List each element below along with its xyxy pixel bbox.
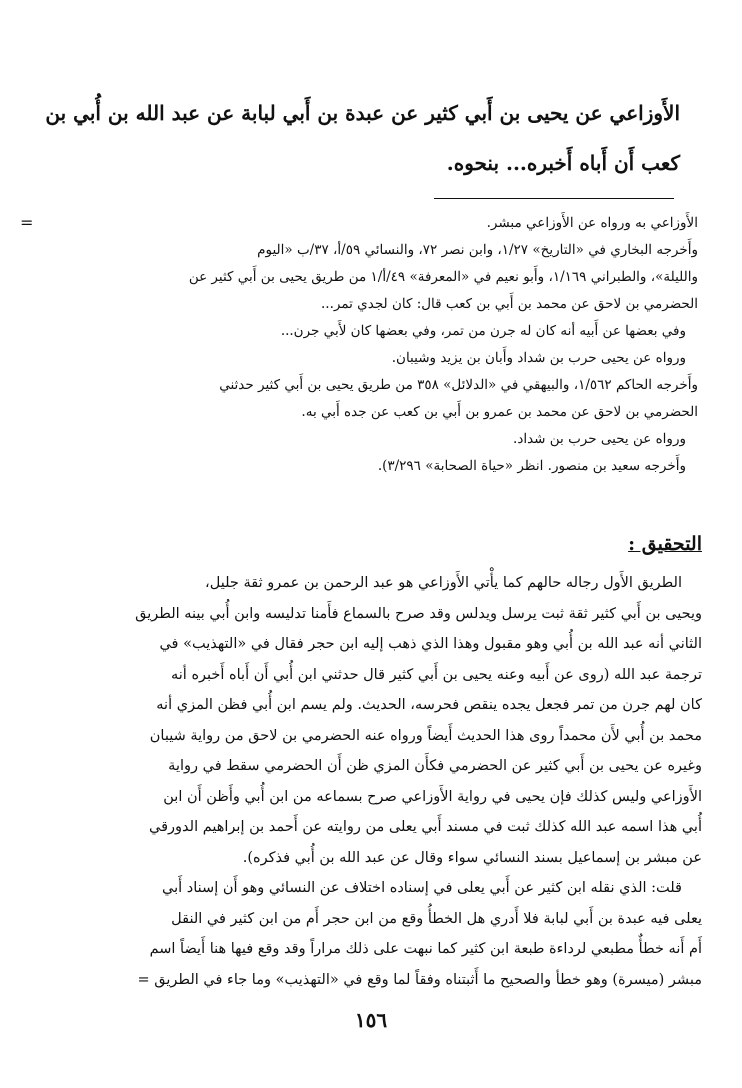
footnote-line: ورواه عن يحيى حرب بن شداد. (513, 431, 686, 447)
main-text-line: الأَوزاعي عن يحيى بن أَبي كثير عن عبدة بن أَبي لبابة عن عبد الله بن أُبي بن (45, 101, 680, 125)
body-line: يعلى فيه عبدة بن أَبي لبابة فلا أَدري هل الخطأُ وقع من ابن حجر أَم من ابن كثير في النقل (171, 910, 702, 927)
body-line: أُبي هذا اسمه عبد الله كذلك ثبت في مسند أَبي يعلى من روايته عن أَحمد بن إبراهيم الدورقي (149, 819, 702, 835)
footnote-line: وفي بعضها عن أَبيه أنه كان له جرن من تمر، وفي بعضها كان لأَبي جرن... (280, 323, 686, 339)
body-line: أَم أَنه خطأٌ مطبعي لرداءة طبعة ابن كثير كما نبهت على ذلك مراراً وقد وقع فيها هنا أَيضاً اسم (149, 941, 702, 957)
page-number: ١٥٦ (354, 1008, 388, 1032)
footnote-line: الأَوزاعي به ورواه عن الأَوزاعي مبشر. (486, 215, 698, 231)
footnote-continuation-mark: = (20, 213, 34, 232)
body-line: عن مبشر بن إسماعيل بسند النسائي سواء وقال عن عبد الله بن أُبي فذكره). (242, 849, 702, 866)
body-line: الثاني أنه عبد الله بن أُبي وهو مقبول وهذا الذي ذهب إليه ابن حجر فقال في «التهذيب» في (159, 636, 702, 652)
section-heading: التحقيق : (628, 533, 702, 555)
body-line: الأَوزاعي وليس كذلك فإن يحيى في رواية الأَوزاعي صرح بسماعه من ابن أُبي وأَظن أَن ابن (163, 788, 702, 805)
body-line: قلت: الذي نقله ابن كثير عن أَبي يعلى في إسناده اختلاف عن النسائي وهو أَن إسناد أَبي (162, 880, 682, 896)
footnote-line: الحضرمي بن لاحق عن محمد بن عمرو بن أَبي بن كعب عن جده أَبي به. (301, 404, 698, 420)
footnotes (50, 210, 698, 480)
body-line: ترجمة عبد الله (روى عن أَبيه وعنه يحيى بن أَبي كثير قال حدثني ابن أُبي أَن أَباه أَخبره أنه (171, 666, 702, 683)
body-line: ويحيى بن أَبي كثير ثقة ثبت يرسل ويدلس وقد صرح بالسماع فأَمنا تدليسه وابن أُبي بينه الطريق (135, 605, 702, 622)
body-line: محمد بن أُبي لأَن محمداً روى هذا الحديث أَيضاً ورواه عنه الحضرمي بن لاحق من رواية شيبان (149, 727, 702, 744)
footnote-line: الحضرمي بن لاحق عن محمد بن أَبي بن كعب قال: كان لجدي تمر... (321, 296, 698, 312)
footnote-separator (434, 198, 674, 199)
footnote-line: وأَخرجه الحاكم ١/٥٦٢، والبيهقي في «الدلائل» ٣٥٨ من طريق يحيى بن أَبي كثير حدثني (219, 377, 698, 393)
footnote-line: ورواه عن يحيى حرب بن شداد وأَبان بن يزيد وشيبان. (391, 350, 686, 366)
footnote-line: وأَخرجه البخاري في «التاريخ» ١/٢٧، وابن نصر ٧٢، والنسائي ٥٩/أ، ٣٧/ب «اليوم (257, 242, 698, 258)
body-line: وغيره عن يحيى بن أَبي كثير عن الحضرمي فكأَن المزي ظن أَن الحضرمي سقط في رواية (168, 758, 702, 774)
body-line: كان لهم جرن من تمر فجعل يجده ينقص فحرسه، الحديث. ولم يسم ابن أُبي فظن المزي أنه (156, 697, 702, 713)
footnote-line: والليلة»، والطبراني ١/١٦٩، وأَبو نعيم في «المعرفة» ٤٩/أ/١ من طريق يحيى بن أَبي كثير عن (188, 269, 698, 285)
main-text-line: كعب أَن أَباه أَخبره... بنحوه. (446, 151, 680, 175)
body-line: مبشر (ميسرة) وهو خطأ والصحيح ما أَثبتناه وفقاً لما وقع في «التهذيب» وما جاء في الطريق = (137, 971, 702, 988)
main-text (45, 88, 680, 188)
body-line: الطريق الأَول رجاله حالهم كما يأْتي الأَوزاعي هو عبد الرحمن بن عمرو ثقة جليل، (205, 575, 682, 591)
footnote-line: وأَخرجه سعيد بن منصور. انظر «حياة الصحابة» ٣/٢٩٦). (377, 458, 686, 474)
body-text (42, 568, 702, 995)
